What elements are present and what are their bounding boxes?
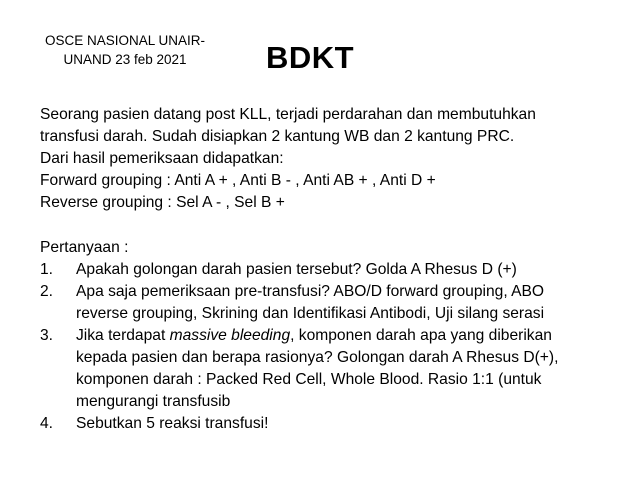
questions-list <box>40 259 600 435</box>
question-item <box>40 259 600 281</box>
question-number: 4. <box>40 415 54 432</box>
question-line: reverse grouping, Skrining dan Identifikasi Antibodi, Uji silang serasi <box>76 305 545 322</box>
question-line: komponen darah : Packed Red Cell, Whole Blood. Rasio 1:1 (untuk <box>76 371 542 388</box>
question-text-segment: Jika terdapat <box>76 327 170 344</box>
questions-label: Pertanyaan : <box>40 239 129 256</box>
exam-source-note <box>40 31 210 69</box>
exam-source-line-2: UNAND 23 feb 2021 <box>63 52 187 67</box>
question-line: Sebutkan 5 reaksi transfusi! <box>76 415 269 432</box>
question-line: kepada pasien dan berapa rasionya? Golongan darah A Rhesus D(+), <box>76 349 559 366</box>
question-text <box>76 259 600 281</box>
question-line <box>76 325 600 347</box>
question-line: mengurangi transfusib <box>76 393 231 410</box>
question-text <box>76 413 600 435</box>
case-line-2: transfusi darah. Sudah disiapkan 2 kantung WB dan 2 kantung PRC. <box>40 128 515 145</box>
case-line-1: Seorang pasien datang post KLL, terjadi perdarahan dan membutuhkan <box>40 106 536 123</box>
question-text <box>76 281 600 325</box>
slide-title: BDKT <box>266 40 355 75</box>
emphasis-text: massive bleeding <box>169 327 291 344</box>
forward-grouping-line: Forward grouping : Anti A + , Anti B - , Anti AB + , Anti D + <box>40 172 436 189</box>
question-text-segment: , komponen darah apa yang diberikan <box>290 327 552 344</box>
exam-source-line-1: OSCE NASIONAL UNAIR- <box>44 33 206 48</box>
question-line: Apakah golongan darah pasien tersebut? Golda A Rhesus D (+) <box>76 261 517 278</box>
question-item <box>40 325 600 413</box>
spacer <box>40 214 600 237</box>
question-item <box>40 281 600 325</box>
question-text <box>76 325 600 413</box>
question-line: Apa saja pemeriksaan pre-transfusi? ABO/D forward grouping, ABO <box>76 283 545 300</box>
case-line-3: Dari hasil pemeriksaan didapatkan: <box>40 150 284 167</box>
question-number: 3. <box>40 327 54 344</box>
question-number: 1. <box>40 261 54 278</box>
reverse-grouping-line: Reverse grouping : Sel A - , Sel B + <box>40 194 285 211</box>
slide-body <box>40 104 600 435</box>
question-number: 2. <box>40 283 54 300</box>
question-item <box>40 413 600 435</box>
